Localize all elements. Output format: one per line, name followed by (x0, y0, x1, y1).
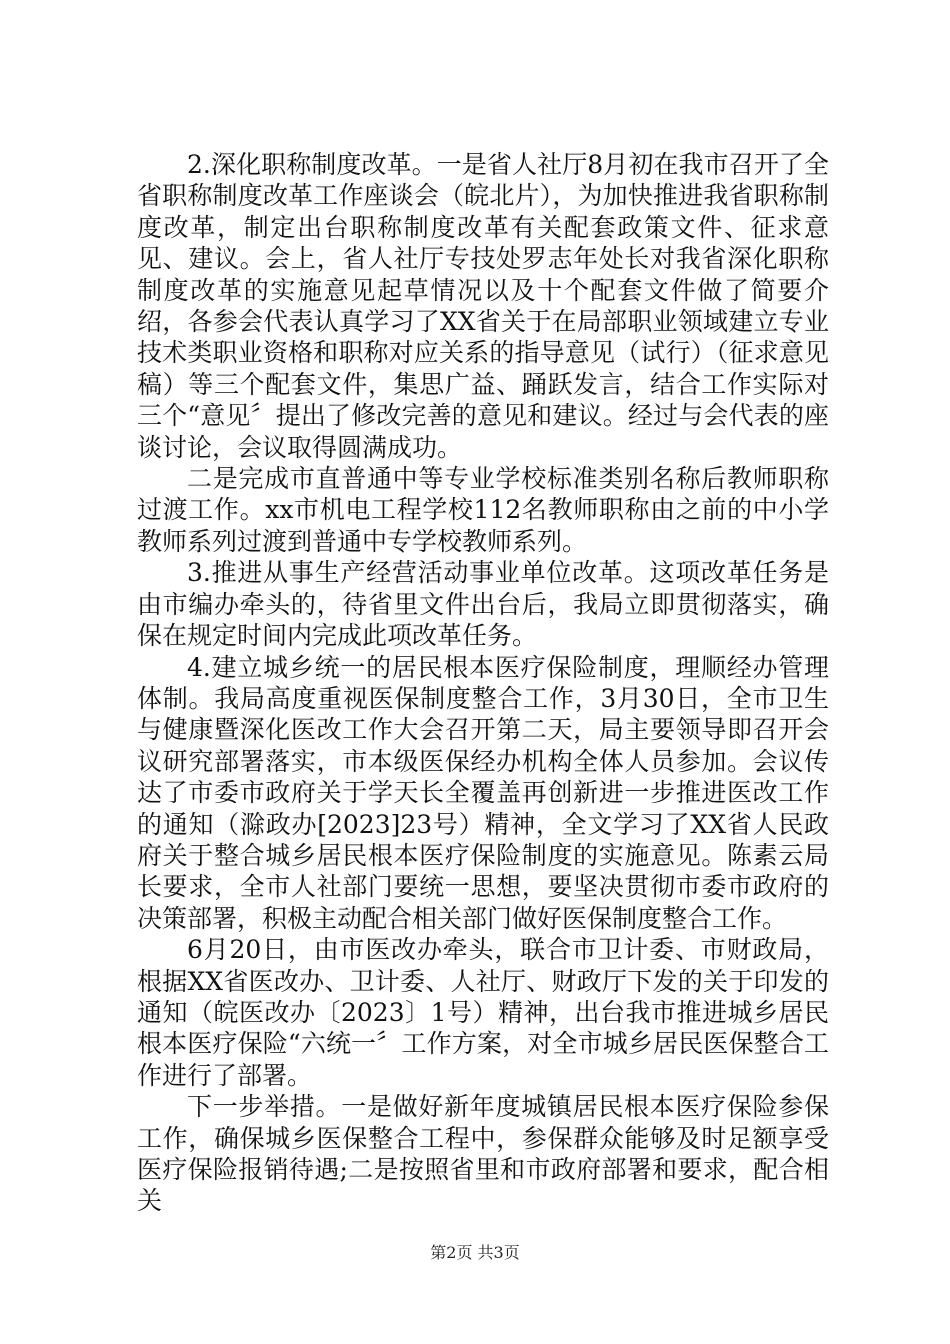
paragraph-teacher-transition: 二是完成市直普通中等专业学校标准类别名称后教师职称过渡工作。xx市机电工程学校112名教师职称由之前的中小学教师系列过渡到普通中专学校教师系列。 (137, 464, 829, 556)
paragraph-medical-insurance: 4.建立城乡统一的居民根本医疗保险制度，理顺经办管理体制。我局高度重视医保制度整合工作，3月30日，全市卫生与健康暨深化医改工作大会召开第二天，局主要领导即召开会议研究部署落实，市本级医保经办机构全体人员参加。会议传达了市委市政府关于学天长全覆盖再创新进一步推进医改工作的通知（滁政办[2023]23号）精神，全文学习了XX省人民政府关于整合城乡居民根本医疗保险制度的实施意见。陈素云局长要求，全市人社部门要统一思想，要坚决贯彻市委市政府的决策部署，积极主动配合相关部门做好医保制度整合工作。 (137, 652, 829, 933)
paragraph-next-steps: 下一步举措。一是做好新年度城镇居民根本医疗保险参保工作，确保城乡医保整合工程中，参保群众能够及时足额享受医疗保险报销待遇;二是按照省里和市政府部署和要求，配合相关 (137, 1092, 829, 1216)
paragraph-six-unified-plan: 6月20日，由市医改办牵头，联合市卫计委、市财政局，根据XX省医改办、卫计委、人社厅、财政厅下发的关于印发的通知（皖医改办〔2023〕1号）精神，出台我市推进城乡居民根本医疗保险“六统一〞工作方案，对全市城乡居民医保整合工作进行了部署。 (137, 935, 829, 1090)
paragraph-title-reform: 2.深化职称制度改革。一是省人社厅8月初在我市召开了全省职称制度改革工作座谈会（皖北片），为加快推进我省职称制度改革，制定出台职称制度改革有关配套政策文件、征求意见、建议。会上，省人社厅专技处罗志年处长对我省深化职称制度改革的实施意见起草情况以及十个配套文件做了简要介绍，各参会代表认真学习了XX省关于在局部职业领域建立专业技术类职业资格和职称对应关系的指导意见（试行）（征求意见稿）等三个配套文件，集思广益、踊跃发言，结合工作实际对三个“意见〞提出了修改完善的意见和建议。经过与会代表的座谈讨论，会议取得圆满成功。 (137, 150, 829, 462)
paragraph-institution-reform: 3.推进从事生产经营活动事业单位改革。这项改革任务是由市编办牵头的，待省里文件出台后，我局立即贯彻落实，确保在规定时间内完成此项改革任务。 (137, 558, 829, 651)
page-footer: 第2页 共3页 (430, 1243, 520, 1262)
document-body (137, 149, 829, 1217)
